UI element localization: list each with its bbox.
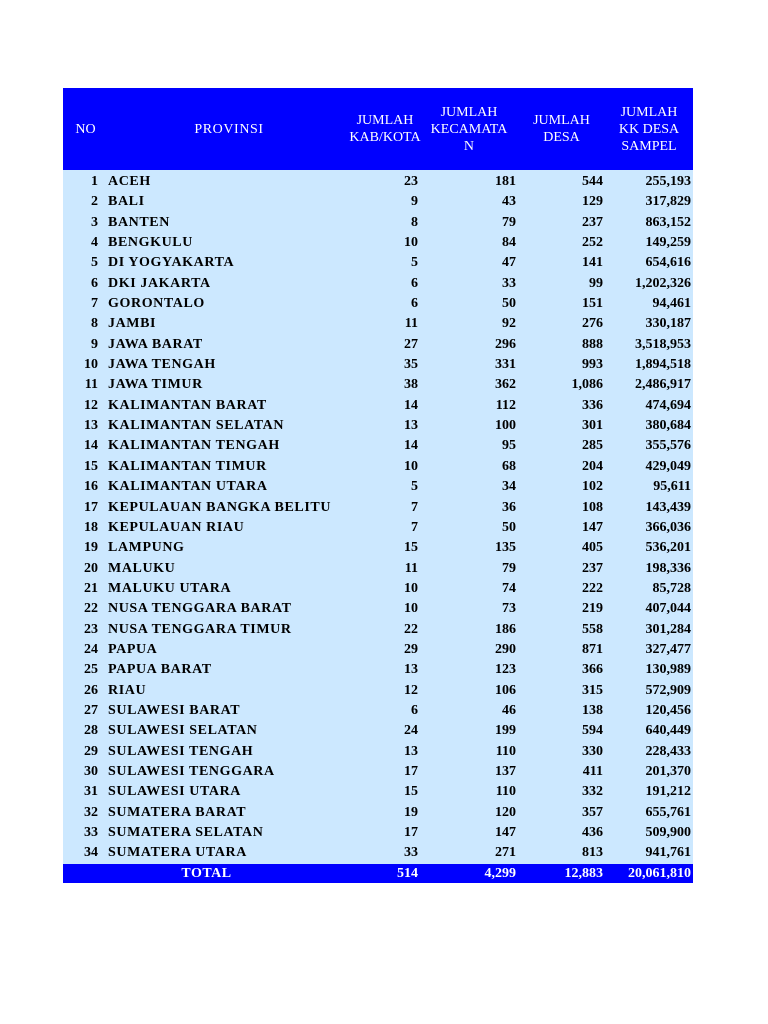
row-no: 22	[84, 601, 98, 617]
row-desa: 222	[582, 580, 603, 596]
row-kec: 100	[495, 418, 516, 434]
row-desa: 558	[582, 621, 603, 637]
row-kab: 13	[404, 743, 418, 759]
row-kab: 8	[411, 214, 418, 230]
row-kec: 50	[502, 296, 516, 312]
row-kec: 33	[502, 275, 516, 291]
row-kec: 290	[495, 641, 516, 657]
row-provinsi: JAWA TIMUR	[108, 377, 203, 393]
row-kec: 106	[495, 682, 516, 698]
row-no: 12	[84, 397, 98, 413]
table-row	[63, 375, 693, 395]
row-kk: 327,477	[645, 641, 691, 657]
row-no: 2	[91, 194, 98, 210]
row-kk: 380,684	[645, 418, 691, 434]
table-row	[63, 274, 693, 294]
row-kab: 19	[404, 804, 418, 820]
row-kec: 123	[495, 662, 516, 678]
row-kk: 3,518,953	[635, 336, 691, 352]
row-kec: 50	[502, 519, 516, 535]
row-kk: 317,829	[645, 194, 691, 210]
header-jumlah-kab-kota: JUMLAH KAB/KOTA	[349, 113, 421, 145]
row-desa: 252	[582, 235, 603, 251]
header-jumlah-kk-desa-sampel: JUMLAH KK DESA SAMPEL	[618, 104, 680, 154]
row-kk: 120,456	[645, 702, 691, 718]
table-row	[63, 742, 693, 762]
row-kec: 331	[495, 357, 516, 373]
header-jumlah-kecamatan: JUMLAH KECAMATA N	[430, 104, 508, 154]
table-row	[63, 681, 693, 701]
row-kab: 15	[404, 784, 418, 800]
row-kk: 1,894,518	[635, 357, 691, 373]
row-desa: 336	[582, 397, 603, 413]
row-desa: 285	[582, 438, 603, 454]
row-no: 17	[84, 499, 98, 515]
row-desa: 594	[582, 723, 603, 739]
row-kab: 6	[411, 275, 418, 291]
row-kec: 362	[495, 377, 516, 393]
row-no: 3	[91, 214, 98, 230]
table-row	[63, 355, 693, 375]
table-row	[63, 233, 693, 253]
row-provinsi: JAMBI	[108, 316, 157, 332]
row-desa: 138	[582, 702, 603, 718]
row-desa: 151	[582, 296, 603, 312]
row-kec: 110	[495, 743, 516, 759]
table-row	[63, 599, 693, 619]
row-desa: 1,086	[571, 377, 603, 393]
row-provinsi: SUMATERA UTARA	[108, 845, 247, 861]
row-kec: 147	[495, 825, 516, 840]
row-kab: 29	[404, 641, 418, 657]
row-provinsi: KALIMANTAN TENGAH	[108, 438, 280, 454]
row-kk: 2,486,917	[635, 377, 691, 393]
row-kab: 35	[404, 357, 418, 373]
row-desa: 99	[589, 275, 603, 291]
row-provinsi: DKI JAKARTA	[108, 275, 211, 291]
row-no: 5	[91, 255, 98, 271]
row-kk: 198,336	[645, 560, 691, 576]
row-kk: 863,152	[645, 214, 691, 230]
row-provinsi: SUMATERA SELATAN	[108, 825, 264, 840]
table-row	[63, 498, 693, 518]
row-no: 34	[84, 845, 98, 861]
row-desa: 993	[582, 357, 603, 373]
row-kab: 9	[411, 194, 418, 210]
row-provinsi: GORONTALO	[108, 296, 205, 312]
row-kec: 181	[495, 174, 516, 189]
row-kk: 407,044	[645, 601, 691, 617]
row-kab: 12	[404, 682, 418, 698]
row-provinsi: SUMATERA BARAT	[108, 804, 247, 820]
table-row	[63, 620, 693, 640]
row-provinsi: KALIMANTAN BARAT	[108, 397, 267, 413]
row-no: 15	[84, 458, 98, 474]
row-provinsi: BENGKULU	[108, 235, 193, 251]
row-kab: 6	[411, 296, 418, 312]
row-kab: 10	[404, 235, 418, 251]
row-kab: 22	[404, 621, 418, 637]
total-kab: 514	[397, 865, 418, 881]
row-kab: 5	[411, 255, 418, 271]
row-kab: 7	[411, 499, 418, 515]
row-desa: 813	[582, 845, 603, 861]
row-kk: 355,576	[645, 438, 691, 454]
row-kab: 11	[404, 316, 418, 332]
row-provinsi: BANTEN	[108, 214, 170, 230]
row-kk: 1,202,326	[635, 275, 691, 291]
row-provinsi: LAMPUNG	[108, 540, 185, 556]
total-label: TOTAL	[181, 865, 232, 881]
table-row	[63, 538, 693, 558]
row-no: 32	[84, 804, 98, 820]
table-row	[63, 559, 693, 579]
row-kec: 74	[502, 580, 516, 596]
header-no: NO	[75, 121, 96, 137]
row-kk: 655,761	[645, 804, 691, 820]
table-row	[63, 762, 693, 782]
row-desa: 411	[582, 763, 603, 779]
row-kec: 79	[502, 214, 516, 230]
row-provinsi: JAWA TENGAH	[108, 357, 216, 373]
row-no: 10	[84, 357, 98, 373]
row-no: 19	[84, 540, 98, 556]
row-no: 31	[84, 784, 98, 800]
row-desa: 129	[582, 194, 603, 210]
row-desa: 102	[582, 479, 603, 495]
row-kec: 47	[502, 255, 516, 271]
table-row	[63, 172, 693, 192]
row-desa: 141	[582, 255, 603, 271]
row-desa: 436	[582, 825, 603, 840]
row-no: 16	[84, 479, 98, 495]
row-kab: 15	[404, 540, 418, 556]
row-no: 14	[84, 438, 98, 454]
row-desa: 237	[582, 214, 603, 230]
row-desa: 405	[582, 540, 603, 556]
row-no: 13	[84, 418, 98, 434]
row-kk: 95,611	[653, 479, 691, 495]
table-row	[63, 396, 693, 416]
row-no: 26	[84, 682, 98, 698]
row-kk: 143,439	[645, 499, 691, 515]
row-desa: 315	[582, 682, 603, 698]
row-no: 20	[84, 560, 98, 576]
row-kk: 255,193	[645, 174, 691, 189]
row-no: 1	[91, 174, 98, 189]
row-kk: 941,761	[645, 845, 691, 861]
row-no: 33	[84, 825, 98, 840]
row-kk: 85,728	[652, 580, 691, 596]
row-provinsi: BALI	[108, 194, 145, 210]
row-provinsi: ACEH	[108, 174, 151, 189]
row-kab: 33	[404, 845, 418, 861]
table-row	[63, 335, 693, 355]
row-kab: 10	[404, 458, 418, 474]
table-row	[63, 579, 693, 599]
row-kab: 27	[404, 336, 418, 352]
row-desa: 871	[582, 641, 603, 657]
row-provinsi: NUSA TENGGARA TIMUR	[108, 621, 292, 637]
row-kec: 112	[495, 397, 516, 413]
row-no: 29	[84, 743, 98, 759]
row-kab: 10	[404, 601, 418, 617]
table-row	[63, 823, 693, 843]
header-provinsi: PROVINSI	[194, 121, 264, 137]
row-desa: 332	[582, 784, 603, 800]
table-row	[63, 843, 693, 863]
table-row	[63, 721, 693, 741]
total-kec: 4,299	[484, 865, 516, 881]
row-desa: 108	[582, 499, 603, 515]
row-desa: 301	[582, 418, 603, 434]
row-kab: 14	[404, 397, 418, 413]
row-kab: 5	[411, 479, 418, 495]
row-no: 7	[91, 296, 98, 312]
row-kec: 199	[495, 723, 516, 739]
row-provinsi: KALIMANTAN TIMUR	[108, 458, 267, 474]
row-desa: 276	[582, 316, 603, 332]
row-kk: 94,461	[652, 296, 691, 312]
row-provinsi: PAPUA	[108, 641, 158, 657]
row-kec: 110	[495, 784, 516, 800]
table-row	[63, 436, 693, 456]
row-provinsi: KEPULAUAN RIAU	[108, 519, 245, 535]
row-no: 6	[91, 275, 98, 291]
row-kec: 43	[502, 194, 516, 210]
row-no: 8	[91, 316, 98, 332]
row-kab: 7	[411, 519, 418, 535]
row-kec: 34	[502, 479, 516, 495]
row-provinsi: KALIMANTAN SELATAN	[108, 418, 285, 434]
table-row	[63, 416, 693, 436]
row-provinsi: SULAWESI TENGAH	[108, 743, 254, 759]
row-desa: 147	[582, 519, 603, 535]
row-desa: 888	[582, 336, 603, 352]
row-provinsi: NUSA TENGGARA BARAT	[108, 601, 292, 617]
row-provinsi: MALUKU	[108, 560, 176, 576]
row-provinsi: KEPULAUAN BANGKA BELITU	[108, 499, 332, 515]
row-no: 21	[84, 580, 98, 596]
row-kk: 228,433	[645, 743, 691, 759]
row-kec: 92	[502, 316, 516, 332]
row-provinsi: SULAWESI SELATAN	[108, 723, 258, 739]
row-kk: 201,370	[645, 763, 691, 779]
row-no: 28	[84, 723, 98, 739]
row-kec: 79	[502, 560, 516, 576]
row-kk: 572,909	[645, 682, 691, 698]
row-no: 9	[91, 336, 98, 352]
row-kk: 330,187	[645, 316, 691, 332]
table-row	[63, 213, 693, 233]
row-kab: 6	[411, 702, 418, 718]
table-row	[63, 640, 693, 660]
row-no: 27	[84, 702, 98, 718]
row-no: 25	[84, 662, 98, 678]
row-desa: 204	[582, 458, 603, 474]
total-desa: 12,883	[564, 865, 603, 881]
row-no: 4	[91, 235, 98, 251]
row-kab: 14	[404, 438, 418, 454]
row-kec: 73	[502, 601, 516, 617]
row-kab: 11	[404, 560, 418, 576]
row-kk: 301,284	[645, 621, 691, 637]
table-row	[63, 477, 693, 497]
row-provinsi: SULAWESI TENGGARA	[108, 763, 275, 779]
table-row	[63, 518, 693, 538]
row-no: 30	[84, 763, 98, 779]
header-jumlah-desa: JUMLAH DESA	[533, 113, 590, 145]
row-kec: 84	[502, 235, 516, 251]
row-kk: 474,694	[645, 397, 691, 413]
table-row	[63, 294, 693, 314]
table-body	[63, 170, 693, 864]
row-desa: 366	[582, 662, 603, 678]
table-row	[63, 457, 693, 477]
row-kab: 23	[404, 174, 418, 189]
row-desa: 544	[582, 174, 603, 189]
row-no: 18	[84, 519, 98, 535]
row-kk: 536,201	[645, 540, 691, 556]
row-kec: 120	[495, 804, 516, 820]
row-kec: 46	[502, 702, 516, 718]
table-row	[63, 701, 693, 721]
row-kk: 429,049	[645, 458, 691, 474]
row-kab: 10	[404, 580, 418, 596]
table-row	[63, 660, 693, 680]
row-provinsi: PAPUA BARAT	[108, 662, 212, 678]
row-kk: 130,989	[645, 662, 691, 678]
row-kk: 654,616	[645, 255, 691, 271]
row-provinsi: MALUKU UTARA	[108, 580, 232, 596]
table-total-row	[63, 864, 693, 883]
table-header	[63, 88, 693, 170]
table-row	[63, 782, 693, 802]
row-kec: 137	[495, 763, 516, 779]
row-kk: 366,036	[645, 519, 691, 535]
row-provinsi: SULAWESI BARAT	[108, 702, 241, 718]
row-kab: 24	[404, 723, 418, 739]
row-kec: 68	[502, 458, 516, 474]
table-row	[63, 314, 693, 334]
row-kk: 191,212	[645, 784, 691, 800]
row-kec: 271	[495, 845, 516, 861]
row-provinsi: KALIMANTAN UTARA	[108, 479, 268, 495]
row-desa: 219	[582, 601, 603, 617]
row-kab: 17	[404, 825, 418, 840]
row-kab: 17	[404, 763, 418, 779]
row-kk: 149,259	[645, 235, 691, 251]
table-row	[63, 192, 693, 212]
row-no: 24	[84, 641, 98, 657]
row-kab: 38	[404, 377, 418, 393]
table-row	[63, 803, 693, 823]
row-kec: 186	[495, 621, 516, 637]
row-kk: 640,449	[645, 723, 691, 739]
row-provinsi: SULAWESI UTARA	[108, 784, 242, 800]
row-provinsi: JAWA BARAT	[108, 336, 203, 352]
row-desa: 357	[582, 804, 603, 820]
row-kec: 95	[502, 438, 516, 454]
row-kec: 296	[495, 336, 516, 352]
row-kec: 135	[495, 540, 516, 556]
row-desa: 237	[582, 560, 603, 576]
table-row	[63, 253, 693, 273]
row-provinsi: DI YOGYAKARTA	[108, 255, 235, 271]
row-kab: 13	[404, 418, 418, 434]
row-desa: 330	[582, 743, 603, 759]
row-kec: 36	[502, 499, 516, 515]
province-table	[63, 88, 693, 883]
row-no: 11	[84, 377, 98, 393]
row-kab: 13	[404, 662, 418, 678]
total-kk: 20,061,810	[628, 865, 691, 881]
row-provinsi: RIAU	[108, 682, 147, 698]
row-no: 23	[84, 621, 98, 637]
row-kk: 509,900	[645, 825, 691, 840]
